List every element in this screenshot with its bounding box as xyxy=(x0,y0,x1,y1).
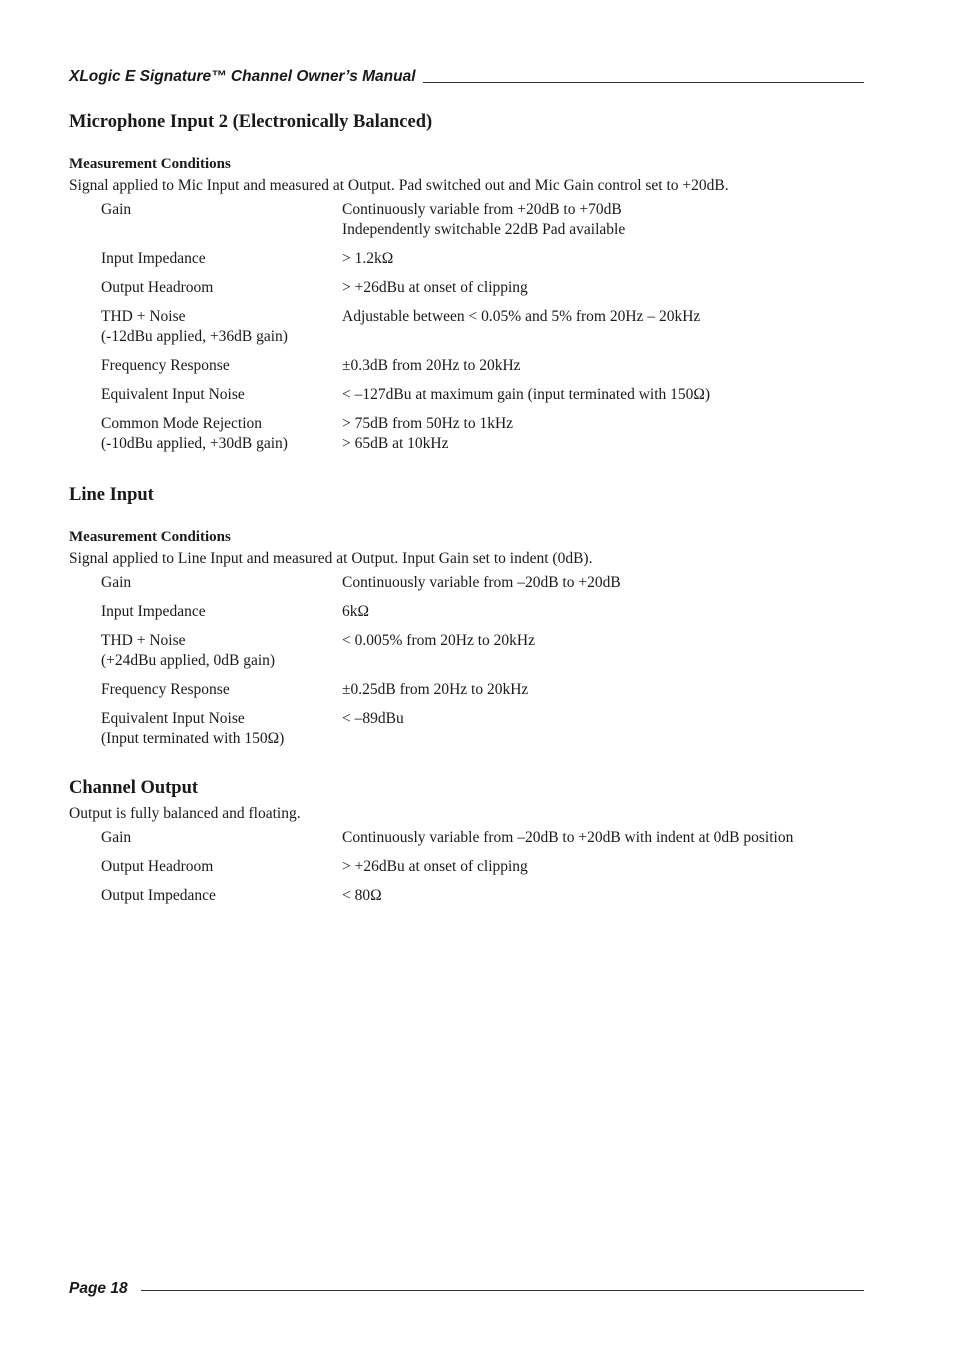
parameter-name: Gain xyxy=(101,201,132,218)
parameter-note: (Input terminated with 150Ω) xyxy=(101,730,285,747)
spec-table xyxy=(101,200,710,463)
spec-value xyxy=(342,631,621,680)
spec-row xyxy=(101,631,621,680)
spec-parameter xyxy=(101,356,342,385)
parameter-name: Equivalent Input Noise xyxy=(101,710,245,727)
value-line: Continuously variable from –20dB to +20dB with indent at 0dB position xyxy=(342,829,794,846)
spec-value xyxy=(342,602,621,631)
parameter-name: Equivalent Input Noise xyxy=(101,386,245,403)
section-intro: Signal applied to Line Input and measured at Output. Input Gain set to indent (0dB). xyxy=(69,550,593,567)
spec-parameter xyxy=(101,414,342,463)
spec-value xyxy=(342,200,710,249)
parameter-name: Output Impedance xyxy=(101,887,216,904)
parameter-name: Frequency Response xyxy=(101,357,230,374)
spec-value xyxy=(342,249,710,278)
spec-parameter xyxy=(101,200,342,249)
page-number: Page 18 xyxy=(69,1280,128,1297)
value-line: > 75dB from 50Hz to 1kHz xyxy=(342,415,514,432)
spec-value xyxy=(342,680,621,709)
spec-value xyxy=(342,278,710,307)
value-line: Adjustable between < 0.05% and 5% from 20Hz – 20kHz xyxy=(342,308,701,325)
parameter-name: Output Headroom xyxy=(101,858,214,875)
spec-table xyxy=(101,573,621,758)
value-line-2: Independently switchable 22dB Pad available xyxy=(342,221,626,238)
section-intro: Output is fully balanced and floating. xyxy=(69,805,301,822)
parameter-name: Frequency Response xyxy=(101,681,230,698)
spec-row xyxy=(101,278,710,307)
spec-content xyxy=(69,108,864,915)
spec-row xyxy=(101,200,710,249)
spec-value xyxy=(342,709,621,758)
value-line: < –89dBu xyxy=(342,710,404,727)
spec-row xyxy=(101,414,710,463)
spec-value xyxy=(342,356,710,385)
value-line: ±0.3dB from 20Hz to 20kHz xyxy=(342,357,521,374)
section-title: Microphone Input 2 (Electronically Balanced) xyxy=(69,112,433,132)
section-intro: Signal applied to Mic Input and measured at Output. Pad switched out and Mic Gain control set to +20dB. xyxy=(69,177,729,194)
spec-row xyxy=(101,573,621,602)
conditions-heading: Measurement Conditions xyxy=(69,529,231,545)
value-line: > 1.2kΩ xyxy=(342,250,394,267)
parameter-name: THD + Noise xyxy=(101,632,186,649)
spec-parameter xyxy=(101,602,342,631)
parameter-name: Common Mode Rejection xyxy=(101,415,263,432)
spec-row xyxy=(101,356,710,385)
page-header xyxy=(69,68,864,90)
parameter-note: (+24dBu applied, 0dB gain) xyxy=(101,652,276,669)
section-title: Channel Output xyxy=(69,778,199,798)
parameter-name: THD + Noise xyxy=(101,308,186,325)
spec-row xyxy=(101,680,621,709)
manual-title: XLogic E Signature™ Channel Owner’s Manual xyxy=(69,68,416,85)
value-line-2: > 65dB at 10kHz xyxy=(342,435,449,452)
parameter-name: Gain xyxy=(101,829,132,846)
spec-value xyxy=(342,857,793,886)
spec-parameter xyxy=(101,307,342,356)
spec-parameter xyxy=(101,857,342,886)
spec-value xyxy=(342,385,710,414)
spec-row xyxy=(101,828,793,857)
spec-parameter xyxy=(101,680,342,709)
conditions-heading: Measurement Conditions xyxy=(69,156,231,172)
section-channel-output xyxy=(69,774,864,915)
spec-parameter xyxy=(101,278,342,307)
spec-value xyxy=(342,573,621,602)
spec-parameter xyxy=(101,249,342,278)
page-footer xyxy=(69,1280,864,1302)
parameter-name: Input Impedance xyxy=(101,250,206,267)
spec-parameter xyxy=(101,828,342,857)
value-line: Continuously variable from +20dB to +70dB xyxy=(342,201,622,218)
spec-value xyxy=(342,307,710,356)
section-title: Line Input xyxy=(69,485,154,505)
spec-value xyxy=(342,828,793,857)
spec-value xyxy=(342,414,710,463)
value-line: < –127dBu at maximum gain (input terminated with 150Ω) xyxy=(342,386,711,403)
spec-value xyxy=(342,886,793,915)
parameter-name: Output Headroom xyxy=(101,279,214,296)
spec-row xyxy=(101,249,710,278)
spec-parameter xyxy=(101,385,342,414)
spec-parameter xyxy=(101,886,342,915)
spec-row xyxy=(101,385,710,414)
value-line: ±0.25dB from 20Hz to 20kHz xyxy=(342,681,529,698)
spec-parameter xyxy=(101,631,342,680)
spec-row xyxy=(101,307,710,356)
parameter-note: (-12dBu applied, +36dB gain) xyxy=(101,328,288,345)
spec-parameter xyxy=(101,573,342,602)
section-mic-input xyxy=(69,108,864,463)
parameter-name: Input Impedance xyxy=(101,603,206,620)
value-line: > +26dBu at onset of clipping xyxy=(342,858,528,875)
spec-row xyxy=(101,857,793,886)
value-line: < 0.005% from 20Hz to 20kHz xyxy=(342,632,535,649)
value-line: Continuously variable from –20dB to +20dB xyxy=(342,574,621,591)
parameter-name: Gain xyxy=(101,574,132,591)
value-line: > +26dBu at onset of clipping xyxy=(342,279,528,296)
spec-table xyxy=(101,828,793,915)
section-line-input xyxy=(69,481,864,758)
spec-parameter xyxy=(101,709,342,758)
value-line: < 80Ω xyxy=(342,887,382,904)
value-line: 6kΩ xyxy=(342,603,370,620)
parameter-note: (-10dBu applied, +30dB gain) xyxy=(101,435,288,452)
spec-row xyxy=(101,602,621,631)
footer-rule xyxy=(141,1290,864,1291)
spec-row xyxy=(101,709,621,758)
header-rule xyxy=(423,82,864,83)
spec-row xyxy=(101,886,793,915)
